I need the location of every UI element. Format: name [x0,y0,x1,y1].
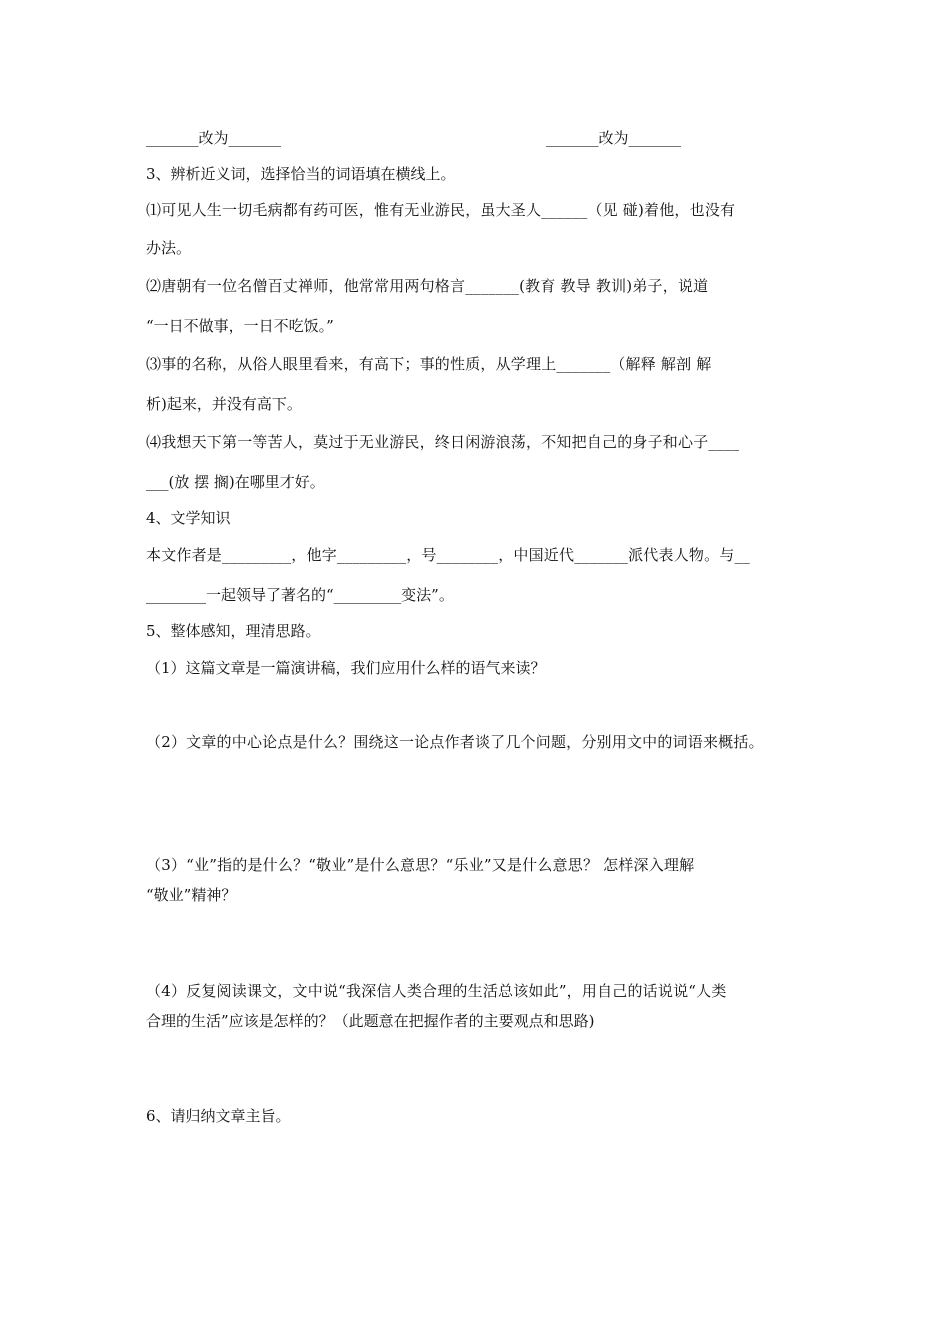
section-4-title: 4、文学知识 [146,509,231,527]
q5-2: （2）文章的中心论点是什么？围绕这一论点作者谈了几个问题，分别用文中的词语来概括。 [146,733,764,751]
section-4-line-2: ________一起领导了著名的“_________变法”。 [146,586,454,604]
section-6-title: 6、请归纳文章主旨。 [146,1107,291,1125]
q5-3-line-1: （3）“业”指的是什么？“敬业”是什么意思？“乐业”又是什么意思？ 怎样深入理解 [146,856,695,874]
q3-2-line-1: ⑵唐朝有一位名僧百丈禅师，他常常用两句格言_______(教育 教导 教训)弟子，说道 [146,277,709,295]
q5-4-line-1: （4）反复阅读课文，文中说“我深信人类合理的生活总该如此”，用自己的话说说“人类 [146,982,727,1000]
q3-3-line-1: ⑶事的名称，从俗人眼里看来，有高下；事的性质，从学理上_______（解释 解剖 解 [146,355,712,373]
section-4-line-1: 本文作者是_________，他字_________，号________，中国近代_______派代表人物。与__ [146,546,750,564]
q3-1-line-2: 办法。 [146,239,192,257]
q3-4-line-2: ___(放 摆 搁)在哪里才好。 [146,473,325,491]
q3-1-line-1: ⑴可见人生一切毛病都有药可医，惟有无业游民，虽大圣人______（见 碰)着他，也没有 [146,201,736,219]
section-5-title: 5、整体感知，理清思路。 [146,622,321,640]
q3-4-line-1: ⑷我想天下第一等苦人，莫过于无业游民，终日闲游浪荡，不知把自己的身子和心子____ [146,433,740,451]
q5-3-line-2: “敬业”精神？ [146,886,237,904]
q5-4-line-2: 合理的生活”应该是怎样的？（此题意在把握作者的主要观点和思路) [146,1012,595,1030]
rewrite-blank-left: _______改为_______ [146,129,282,147]
q5-1: （1）这篇文章是一篇演讲稿，我们应用什么样的语气来读？ [146,659,546,677]
rewrite-blank-right: _______改为_______ [546,129,682,147]
section-3-title: 3、辨析近义词，选择恰当的词语填在横线上。 [146,165,456,183]
q3-2-line-2: “一日不做事，一日不吃饭。” [146,317,334,335]
q3-3-line-2: 析)起来，并没有高下。 [146,395,302,413]
